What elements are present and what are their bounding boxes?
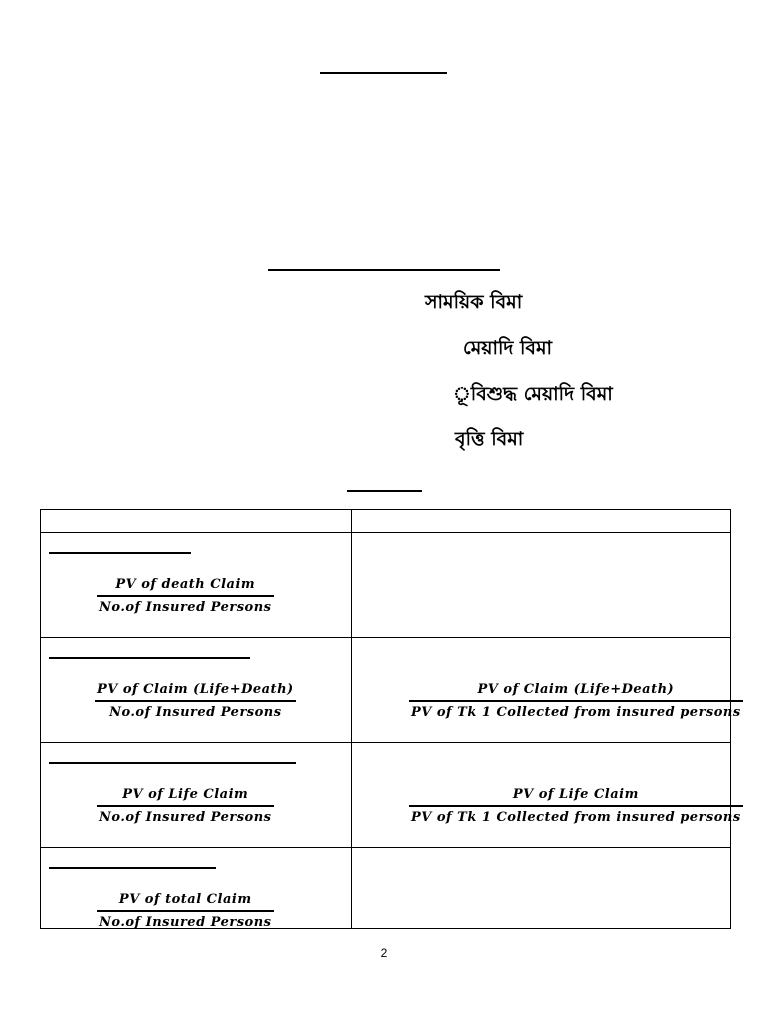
row3-left-numerator: PV of Life Claim [122, 787, 249, 802]
row3-left-denominator: No.of Insured Persons [97, 805, 274, 826]
row3-right-denominator: PV of Tk 1 Collected from insured persons [409, 805, 743, 826]
header-cell-left [41, 510, 352, 533]
table-row [41, 743, 731, 848]
table-row [41, 533, 731, 638]
section-heading-underline [268, 269, 500, 271]
row1-left-formula [97, 576, 274, 616]
row3-right-cell [352, 743, 741, 848]
list-item-term-insurance: সাময়িক বিমা [425, 291, 523, 313]
list-item-endowment-insurance: মেয়াদি বিমা [463, 337, 553, 359]
list-item-annuity-insurance: বৃত্তি বিমা [455, 428, 524, 450]
row2-right-denominator: PV of Tk 1 Collected from insured persons [409, 700, 743, 721]
row4-label-underline [49, 867, 216, 869]
row1-label-underline [49, 552, 191, 554]
row1-left-cell [41, 533, 352, 638]
row4-left-cell [41, 848, 352, 929]
row3-right-numerator: PV of Life Claim [512, 787, 639, 802]
row2-left-denominator: No.of Insured Persons [95, 700, 296, 721]
row2-left-numerator: PV of Claim (Life+Death) [97, 682, 294, 697]
table-row [41, 638, 731, 743]
row2-right-numerator: PV of Claim (Life+Death) [477, 682, 675, 697]
row2-label-underline [49, 657, 250, 659]
header-cell-right [352, 510, 731, 533]
row1-right-cell [352, 533, 731, 638]
formula-table [40, 509, 741, 930]
row4-right-cell [352, 848, 731, 929]
row4-left-denominator: No.of Insured Persons [97, 910, 274, 931]
row2-right-cell [352, 638, 741, 743]
row3-right-formula [409, 786, 743, 826]
row1-left-numerator: PV of death Claim [115, 577, 256, 592]
row2-right-formula [409, 681, 743, 721]
row4-left-numerator: PV of total Claim [118, 892, 252, 907]
row3-left-cell [41, 743, 352, 848]
row2-left-cell [41, 638, 352, 743]
table-heading-underline [347, 490, 422, 492]
row3-left-formula [97, 786, 274, 826]
row1-left-denominator: No.of Insured Persons [97, 595, 274, 616]
row3-label-underline [49, 762, 296, 764]
table-row [41, 848, 731, 929]
row4-left-formula [97, 891, 274, 931]
page-number: 2 [380, 946, 388, 960]
list-item-pure-endowment-insurance: ূবিশুদ্ধ মেয়াদি বিমা [453, 383, 613, 405]
row2-left-formula [95, 681, 296, 721]
title-underline [320, 72, 447, 74]
table-header-row [41, 510, 731, 533]
